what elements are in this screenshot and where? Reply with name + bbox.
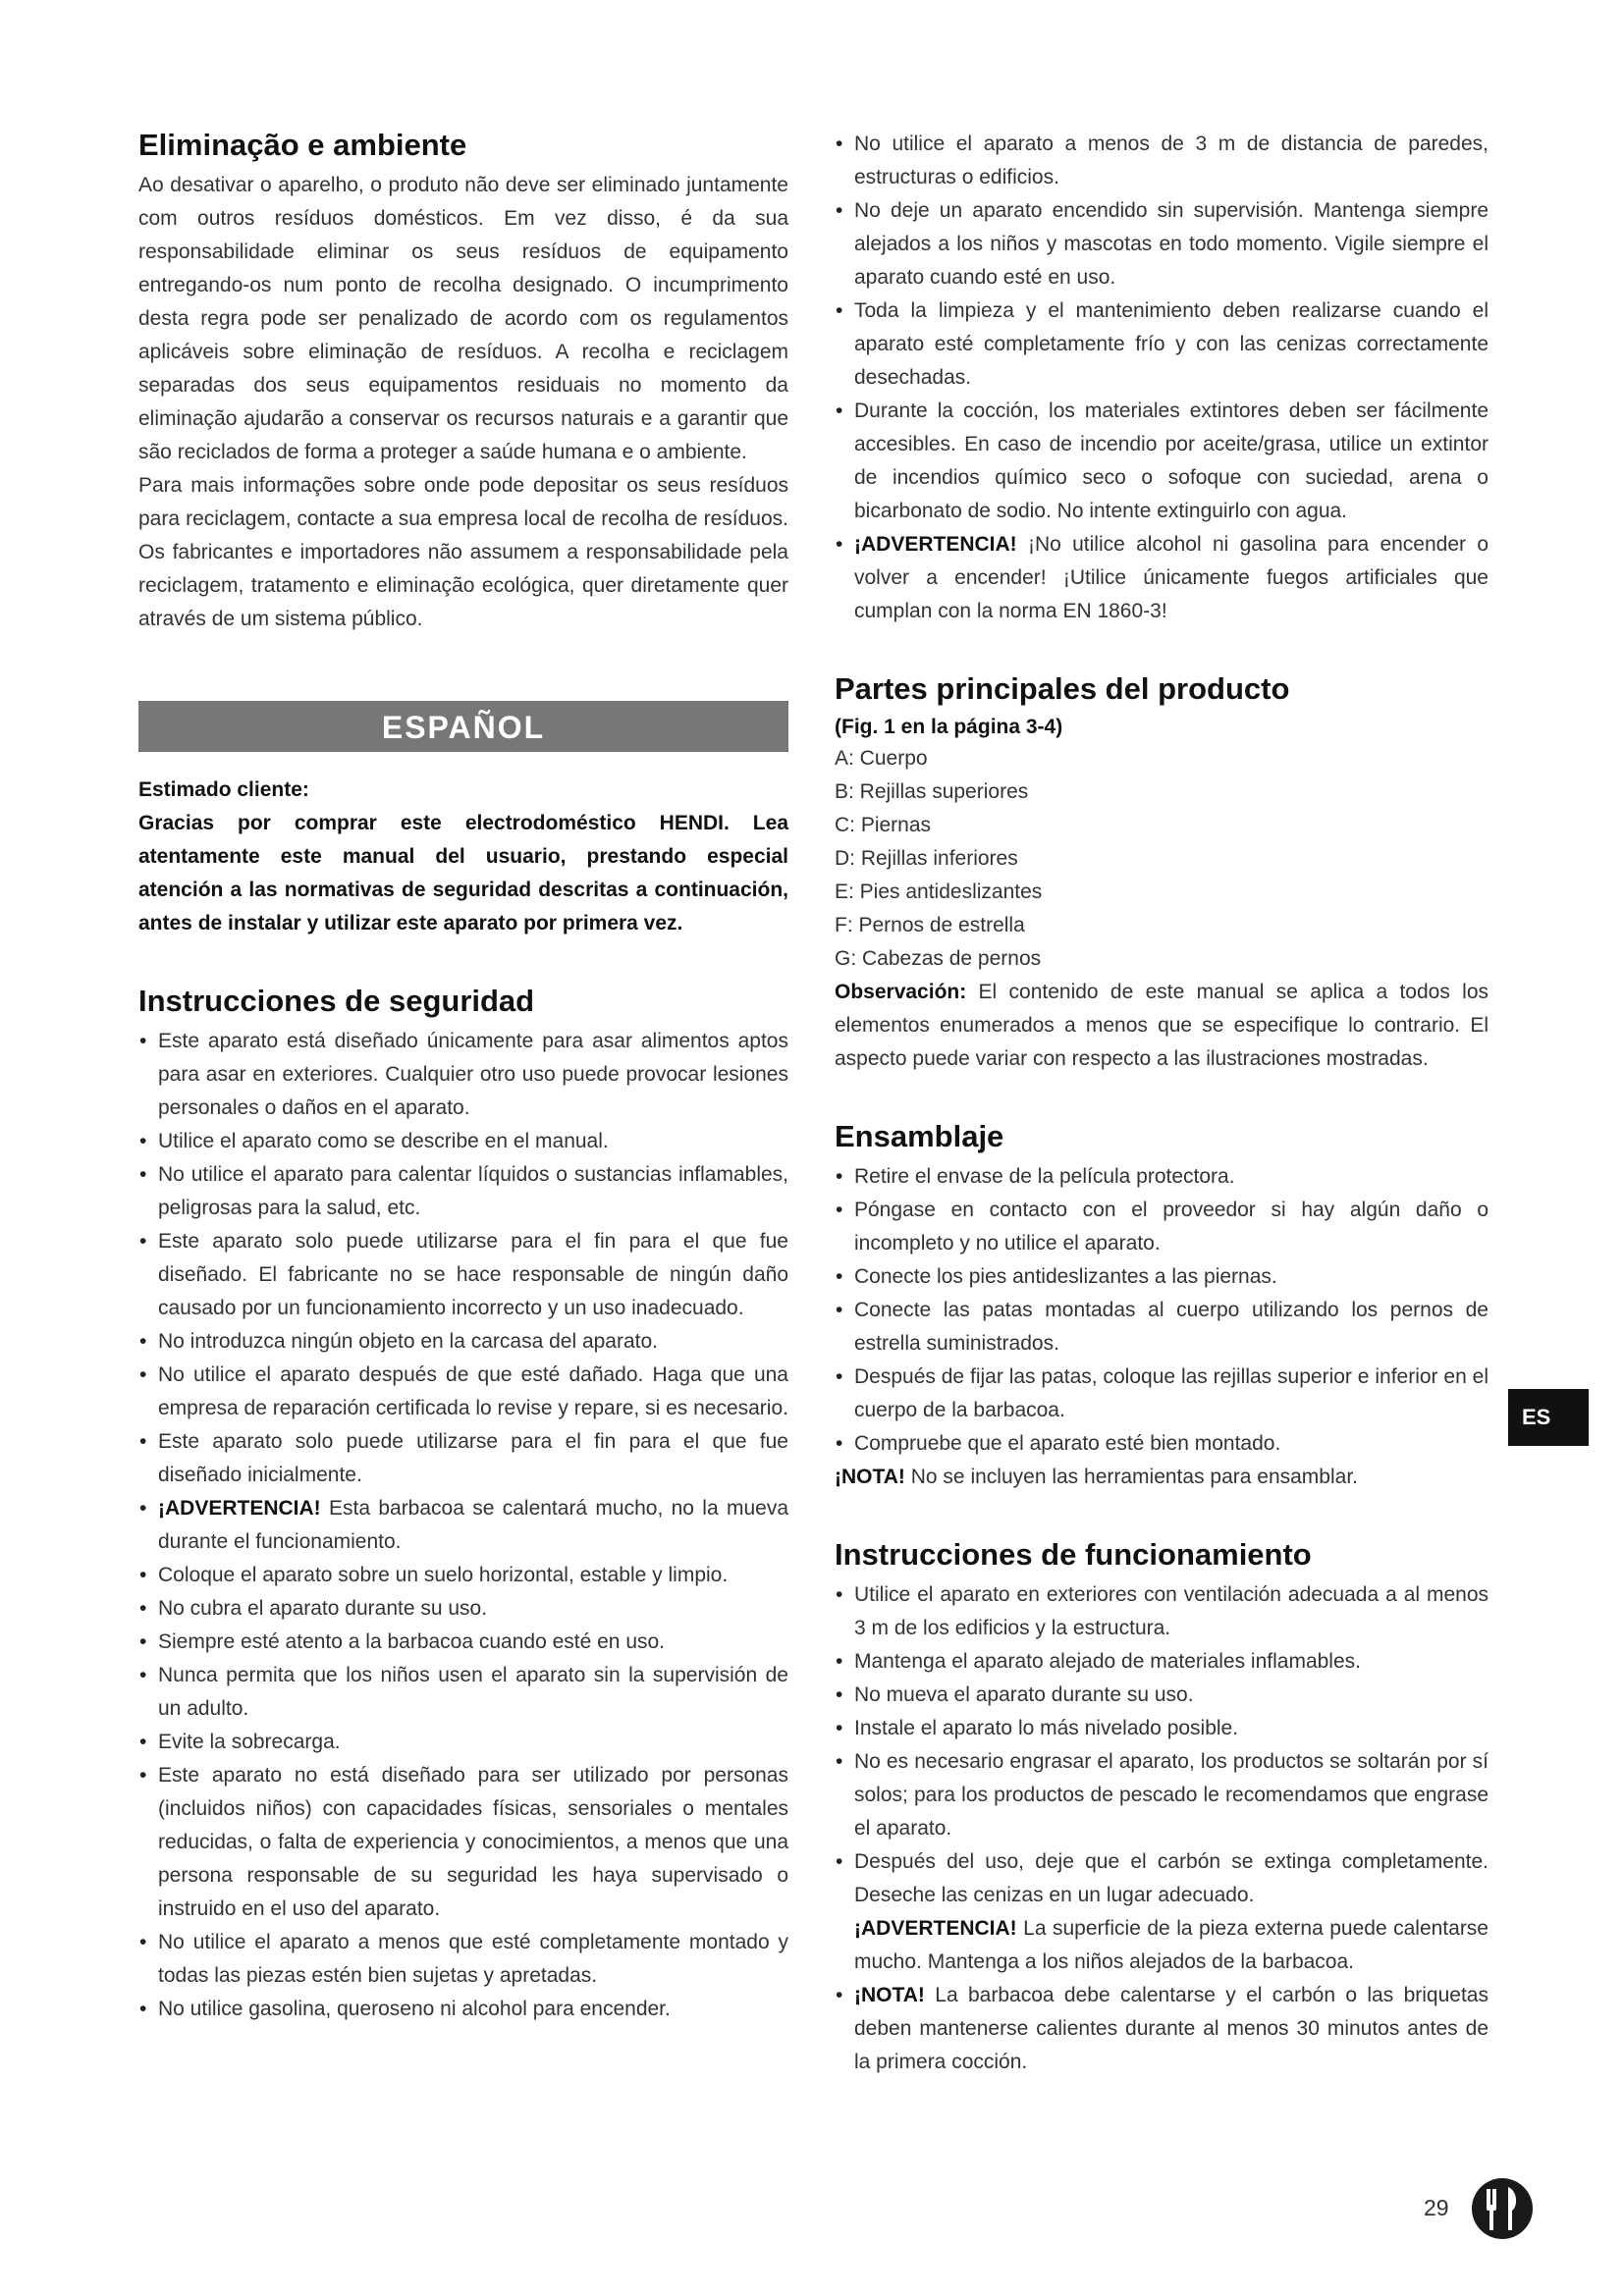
- list-item: G: Cabezas de pernos: [835, 947, 1042, 970]
- section-title-assembly: Ensamblaje: [835, 1119, 1004, 1153]
- list-item: • Coloque el aparato sobre un suelo horizontal, estable y limpio.: [138, 1559, 788, 1592]
- greeting: Estimado cliente:: [138, 778, 309, 801]
- list-item: • Instale el aparato lo más nivelado posible.: [835, 1712, 1489, 1745]
- warning-item: [835, 528, 1489, 628]
- list-item: • Conecte las patas montadas al cuerpo utilizando los pernos de estrella suministrados.: [835, 1294, 1489, 1361]
- list-item: • Después del uso, deje que el carbón se extinga completamente. Deseche las cenizas en un lugar adecuado.: [835, 1845, 1489, 1912]
- section-title-parts: Partes principales del producto: [835, 671, 1290, 706]
- list-item: B: Rejillas superiores: [835, 780, 1029, 803]
- list-item: • Este aparato no está diseñado para ser utilizado por personas (incluidos niños) con capacidades físicas, sensoriales o mentales reducidas, o falta de experiencia y conocimientos, a menos que una persona responsable de su seguridad les haya supervisado o instruido en el uso del aparato.: [138, 1759, 788, 1926]
- list-item: C: Piernas: [835, 814, 932, 836]
- note-label: Observación:: [835, 981, 967, 1003]
- list-item: • Compruebe que el aparato esté bien montado.: [835, 1427, 1489, 1461]
- operation-warning: [835, 1912, 1489, 1979]
- warning-text: ¡No utilice alcohol ni gasolina para encender o volver a encender! ¡Utilice únicamente fuegos artificiales que cumplan con la norma EN 1860-3!: [854, 533, 1489, 622]
- list-item: • Conecte los pies antideslizantes a las piernas.: [835, 1260, 1489, 1294]
- list-item: • No utilice el aparato después de que esté dañado. Haga que una empresa de reparación certificada lo revise y repare, si es necesario.: [138, 1359, 788, 1425]
- intro-paragraph: Gracias por comprar este electrodoméstico HENDI. Lea atentamente este manual del usuario, prestando especial atención a las normativas de seguridad descritas a continuación, antes de instalar y utilizar este aparato por primera vez.: [138, 812, 788, 934]
- note-text: El contenido de este manual se aplica a todos los elementos enumerados a menos que se especifique lo contrario. El aspecto puede variar con respecto a las ilustraciones mostradas.: [835, 981, 1489, 1070]
- list-item: • Después de fijar las patas, coloque las rejillas superior e inferior en el cuerpo de la barbacoa.: [835, 1361, 1489, 1427]
- list-item: • Póngase en contacto con el proveedor si hay algún daño o incompleto y no utilice el aparato.: [835, 1194, 1489, 1260]
- list-item: • Durante la cocción, los materiales extintores deben ser fácilmente accesibles. En caso de incendio por aceite/grasa, utilice un extintor de incendios químico seco o sofoque con suciedad, arena o bicarbonato de sodio. No intente extinguirlo con agua.: [835, 395, 1489, 528]
- assembly-note: [835, 1461, 1489, 1494]
- elimination-paragraph-1: Ao desativar o aparelho, o produto não deve ser eliminado juntamente com outros resíduos domésticos. Em vez disso, é da sua responsabilidade eliminar os seus resíduos de equipamento entregando-os num ponto de recolha designado. O incumprimento desta regra pode ser penalizado de acordo com os regulamentos aplicáveis sobre eliminação de resíduos. A recolha e reciclagem separadas dos seus equipamentos residuais no momento da eliminação ajudarão a conservar os recursos naturais e a garantir que são reciclados de forma a proteger a saúde humana e o ambiente.: [138, 174, 788, 463]
- note-text: No se incluyen las herramientas para ensamblar.: [904, 1466, 1358, 1488]
- note-item: [835, 1979, 1489, 2079]
- list-item: • Utilice el aparato como se describe en el manual.: [138, 1125, 788, 1158]
- assembly-list: [835, 1160, 1489, 1461]
- list-item: • No utilice el aparato para calentar líquidos o sustancias inflamables, peligrosas para la salud, etc.: [138, 1158, 788, 1225]
- list-item: • No es necesario engrasar el aparato, los productos se soltarán por sí solos; para los productos de pescado le recomendamos que engrase el aparato.: [835, 1745, 1489, 1845]
- list-item: • Utilice el aparato en exteriores con ventilación adecuada a al menos 3 m de los edificios y la estructura.: [835, 1578, 1489, 1645]
- safety-list: [138, 1025, 788, 2026]
- list-item: • Este aparato solo puede utilizarse para el fin para el que fue diseñado inicialmente.: [138, 1425, 788, 1492]
- operation-list: [835, 1578, 1489, 1912]
- right-column: [835, 128, 1489, 2079]
- note-label: ¡NOTA!: [835, 1466, 905, 1488]
- parts-note: [835, 976, 1489, 1076]
- list-item: • No cubra el aparato durante su uso.: [138, 1592, 788, 1626]
- section-title-safety: Instrucciones de seguridad: [138, 984, 535, 1018]
- warning-item: [138, 1492, 788, 1559]
- language-banner: ESPAÑOL: [138, 701, 788, 752]
- list-item: A: Cuerpo: [835, 747, 928, 770]
- list-item: • Mantenga el aparato alejado de materiales inflamables.: [835, 1645, 1489, 1679]
- warning-text: La superficie de la pieza externa puede calentarse mucho. Mantenga a los niños alejados de la barbacoa.: [854, 1917, 1489, 1973]
- safety-list-continued: [835, 128, 1489, 628]
- section-title-elimination: Eliminação e ambiente: [138, 128, 467, 162]
- list-item: D: Rejillas inferiores: [835, 847, 1018, 870]
- note-label: ¡NOTA!: [854, 1984, 925, 2006]
- list-item: • No deje un aparato encendido sin supervisión. Mantenga siempre alejados a los niños y mascotas en todo momento. Vigile siempre el aparato cuando esté en uso.: [835, 194, 1489, 294]
- list-item: • Retire el envase de la película protectora.: [835, 1160, 1489, 1194]
- list-item: F: Pernos de estrella: [835, 914, 1025, 936]
- list-item: • No utilice gasolina, queroseno ni alcohol para encender.: [138, 1993, 788, 2026]
- parts-list: [835, 742, 1489, 976]
- list-item: E: Pies antideslizantes: [835, 881, 1043, 903]
- list-item: • Evite la sobrecarga.: [138, 1726, 788, 1759]
- list-item: • Este aparato está diseñado únicamente para asar alimentos aptos para asar en exteriores. Cualquier otro uso puede provocar lesiones personales o daños en el aparato.: [138, 1025, 788, 1125]
- hendi-cutlery-logo-icon: [1471, 2177, 1534, 2240]
- warning-label: ¡ADVERTENCIA!: [854, 1917, 1017, 1940]
- warning-text: Esta barbacoa se calentará mucho, no la mueva durante el funcionamiento.: [158, 1497, 788, 1553]
- figure-reference: (Fig. 1 en la página 3-4): [835, 716, 1063, 738]
- left-column: [138, 128, 788, 2026]
- list-item: • Este aparato solo puede utilizarse para el fin para el que fue diseñado. El fabricante no se hace responsable de ningún daño causado por un funcionamiento incorrecto y un uso inadecuado.: [138, 1225, 788, 1325]
- list-item: • Nunca permita que los niños usen el aparato sin la supervisión de un adulto.: [138, 1659, 788, 1726]
- elimination-paragraph-2: Para mais informações sobre onde pode depositar os seus resíduos para reciclagem, contacte a sua empresa local de recolha de resíduos. Os fabricantes e importadores não assumem a responsabilidade pela reciclagem, tratamento e eliminação ecológica, quer diretamente quer através de um sistema público.: [138, 474, 788, 630]
- warning-label: ¡ADVERTENCIA!: [854, 533, 1017, 556]
- list-item: • Toda la limpieza y el mantenimiento deben realizarse cuando el aparato esté completamente frío y con las cenizas correctamente desechadas.: [835, 294, 1489, 395]
- list-item: • No mueva el aparato durante su uso.: [835, 1679, 1489, 1712]
- language-side-tab: ES: [1508, 1389, 1589, 1446]
- list-item: • No introduzca ningún objeto en la carcasa del aparato.: [138, 1325, 788, 1359]
- warning-label: ¡ADVERTENCIA!: [158, 1497, 321, 1520]
- list-item: • No utilice el aparato a menos que esté completamente montado y todas las piezas estén bien sujetas y apretadas.: [138, 1926, 788, 1993]
- operation-note-list: [835, 1979, 1489, 2079]
- page-number: 29: [1424, 2195, 1449, 2220]
- note-text: La barbacoa debe calentarse y el carbón o las briquetas deben mantenerse calientes durante al menos 30 minutos antes de la primera cocción.: [854, 1984, 1489, 2073]
- list-item: • No utilice el aparato a menos de 3 m de distancia de paredes, estructuras o edificios.: [835, 128, 1489, 194]
- list-item: • Siempre esté atento a la barbacoa cuando esté en uso.: [138, 1626, 788, 1659]
- section-title-operation: Instrucciones de funcionamiento: [835, 1537, 1312, 1572]
